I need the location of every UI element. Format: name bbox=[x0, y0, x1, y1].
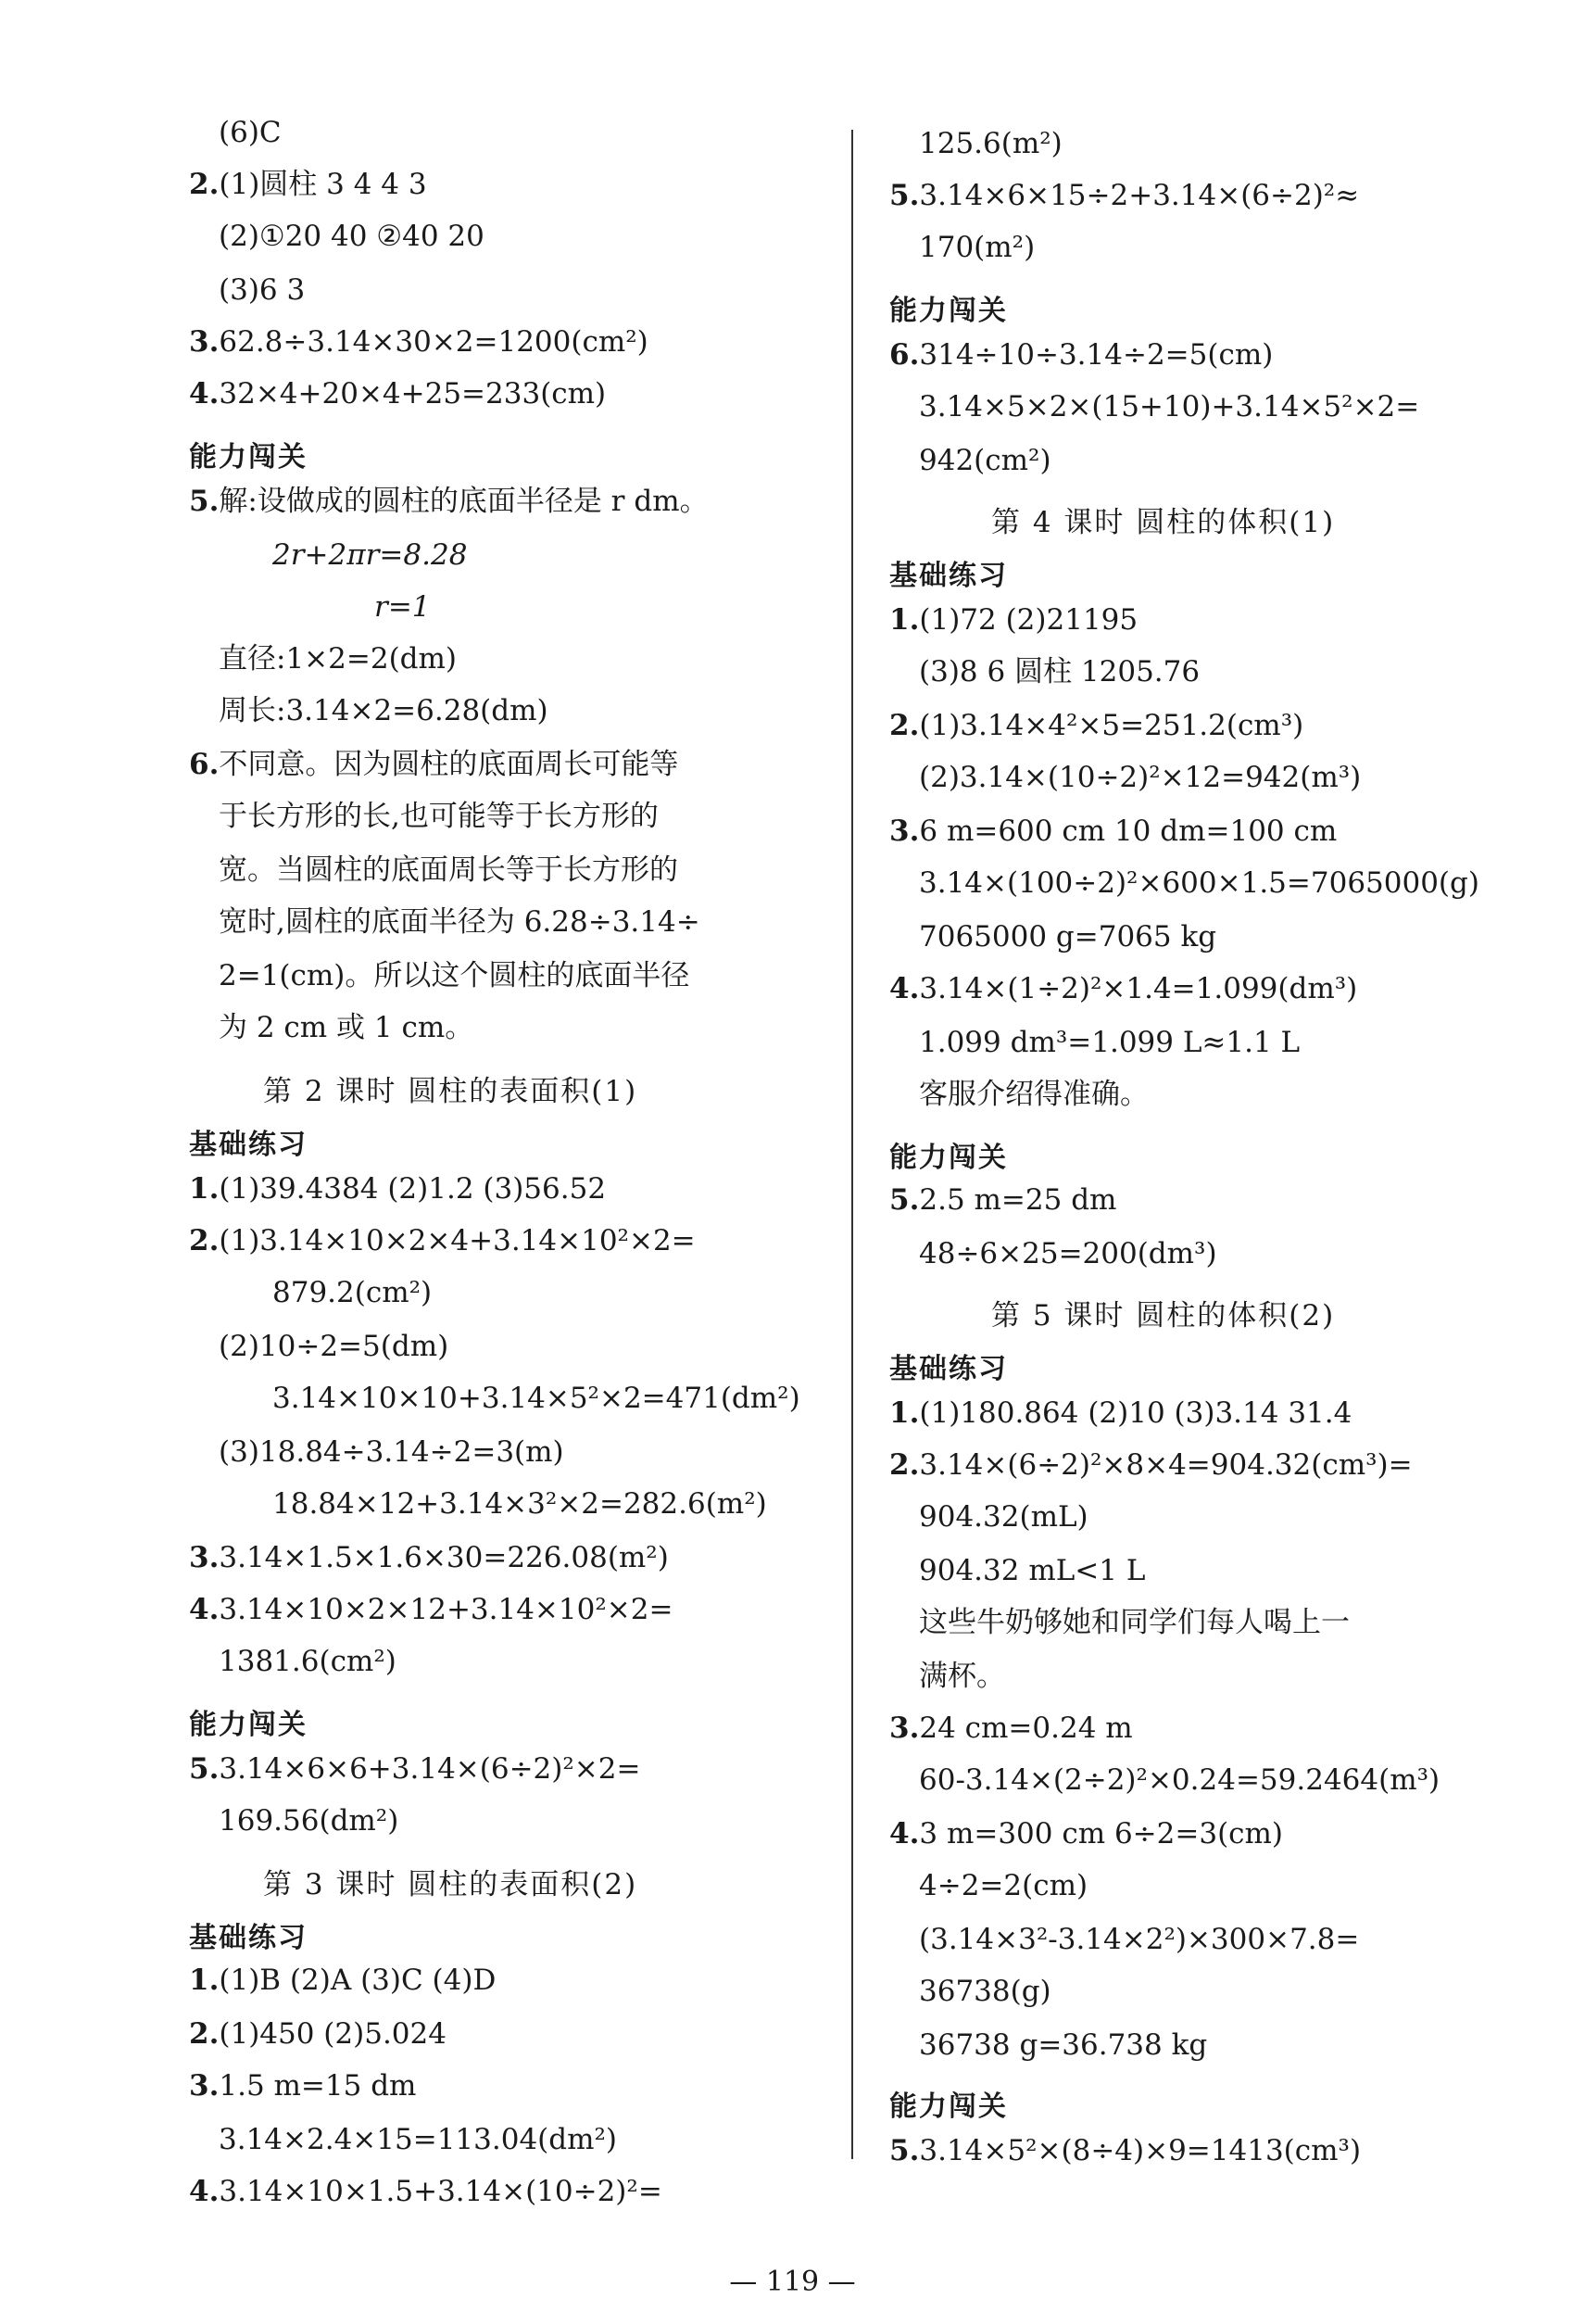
answer-line bbox=[189, 748, 679, 781]
answer-line bbox=[189, 325, 648, 359]
question-number: 5. bbox=[189, 1752, 220, 1786]
answer-line bbox=[189, 1593, 673, 1626]
section-heading: 能力闯关 bbox=[189, 441, 308, 474]
answer-line bbox=[189, 1224, 696, 1257]
answer-line bbox=[189, 377, 607, 410]
answer-line: 1.099 dm³=1.099 L≈1.1 L bbox=[919, 1026, 1301, 1059]
section-heading: 能力闯关 bbox=[889, 295, 1008, 327]
answer-line: 3.14×10×10+3.14×5²×2=471(dm²) bbox=[272, 1382, 800, 1415]
question-number: 4. bbox=[889, 972, 920, 1005]
question-number: 2. bbox=[189, 2017, 220, 2051]
answer-line bbox=[889, 2134, 1362, 2167]
question-number: 2. bbox=[889, 709, 920, 742]
page-number-value: 119 bbox=[765, 2266, 820, 2298]
question-number: 3. bbox=[889, 815, 920, 848]
section-heading: 能力闯关 bbox=[889, 1142, 1008, 1174]
answer-text: (1)72 (2)21195 bbox=[919, 603, 1138, 637]
answer-line: 125.6(m²) bbox=[919, 127, 1063, 160]
answer-line: (3)6 3 bbox=[219, 273, 306, 307]
question-number: 1. bbox=[189, 1172, 220, 1206]
answer-text: (1)39.4384 (2)1.2 (3)56.52 bbox=[219, 1172, 607, 1206]
answer-line: 宽时,圆柱的底面半径为 6.28÷3.14÷ bbox=[219, 905, 700, 939]
answer-text: (1)3.14×10×2×4+3.14×10²×2= bbox=[219, 1224, 696, 1257]
answer-line: 3.14×2.4×15=113.04(dm²) bbox=[219, 2123, 618, 2156]
answer-line bbox=[889, 338, 1274, 372]
answer-line: 3.14×5×2×(15+10)+3.14×5²×2= bbox=[919, 390, 1420, 423]
column-divider bbox=[851, 130, 853, 2159]
answer-text: 1.5 m=15 dm bbox=[219, 2069, 417, 2103]
answer-line: 7065000 g=7065 kg bbox=[919, 920, 1217, 954]
answer-line: 为 2 cm 或 1 cm。 bbox=[219, 1011, 474, 1044]
answer-line: 客服介绍得准确。 bbox=[919, 1078, 1149, 1111]
lesson-title: 第 2 课时 圆柱的表面积(1) bbox=[263, 1075, 638, 1108]
answer-line bbox=[889, 179, 1360, 212]
answer-text: 3.14×10×1.5+3.14×(10÷2)²= bbox=[219, 2175, 662, 2208]
answer-line bbox=[889, 1183, 1117, 1217]
answer-text: 2.5 m=25 dm bbox=[919, 1183, 1117, 1217]
answer-line: 4÷2=2(cm) bbox=[919, 1869, 1088, 1902]
answer-line: 2=1(cm)。所以这个圆柱的底面半径 bbox=[219, 959, 690, 992]
question-number: 1. bbox=[889, 603, 920, 637]
question-number: 3. bbox=[189, 1541, 220, 1574]
answer-line: 879.2(cm²) bbox=[272, 1276, 433, 1309]
answer-line bbox=[889, 1448, 1413, 1482]
answer-text: 3.14×10×2×12+3.14×10²×2= bbox=[219, 1593, 673, 1626]
answer-text: 3 m=300 cm 6÷2=3(cm) bbox=[919, 1817, 1284, 1850]
answer-line: 904.32 mL<1 L bbox=[919, 1554, 1146, 1587]
answer-line: (2)3.14×(10÷2)²×12=942(m³) bbox=[919, 761, 1362, 794]
question-number: 1. bbox=[889, 1396, 920, 1430]
answer-line: (3)18.84÷3.14÷2=3(m) bbox=[219, 1435, 564, 1469]
answer-line bbox=[189, 2175, 662, 2208]
answer-line bbox=[189, 2017, 447, 2051]
answer-text: 24 cm=0.24 m bbox=[919, 1711, 1133, 1745]
answer-line bbox=[889, 603, 1138, 637]
answer-text: 解:设做成的圆柱的底面半径是 r dm。 bbox=[219, 485, 709, 518]
lesson-title: 第 3 课时 圆柱的表面积(2) bbox=[263, 1868, 638, 1901]
equation-line: 2r+2πr=8.28 bbox=[272, 538, 468, 572]
question-number: 5. bbox=[889, 1183, 920, 1217]
answer-line: (3.14×3²-3.14×2²)×300×7.8= bbox=[919, 1923, 1360, 1956]
lesson-title: 第 4 课时 圆柱的体积(1) bbox=[991, 506, 1336, 539]
answer-line: 于长方形的长,也可能等于长方形的 bbox=[219, 800, 659, 833]
answer-line bbox=[189, 1966, 496, 1995]
question-number: 5. bbox=[889, 179, 920, 212]
answer-line bbox=[889, 972, 1358, 1005]
question-number: 1. bbox=[189, 1964, 220, 1997]
answer-line: 宽。当圆柱的底面周长等于长方形的 bbox=[219, 853, 678, 887]
answer-text: (1)180.864 (2)10 (3)3.14 31.4 bbox=[919, 1396, 1352, 1430]
answer-text: 32×4+20×4+25=233(cm) bbox=[219, 377, 607, 410]
answer-line: 170(m²) bbox=[919, 231, 1036, 264]
answer-line: (6)C bbox=[219, 116, 282, 149]
answer-line bbox=[889, 1817, 1284, 1850]
answer-line: 18.84×12+3.14×3²×2=282.6(m²) bbox=[272, 1487, 767, 1521]
section-heading: 基础练习 bbox=[889, 560, 1008, 592]
answer-line: 169.56(dm²) bbox=[219, 1804, 399, 1838]
answer-text: 不同意。因为圆柱的底面周长可能等 bbox=[219, 748, 679, 781]
question-number: 5. bbox=[189, 485, 220, 518]
answer-line: 直径:1×2=2(dm) bbox=[219, 642, 457, 676]
answer-line bbox=[189, 168, 427, 201]
answer-line bbox=[889, 1711, 1133, 1745]
answer-line: 36738(g) bbox=[919, 1975, 1051, 2008]
answer-line: 周长:3.14×2=6.28(dm) bbox=[219, 694, 548, 727]
answer-text: (1)圆柱 3 4 4 3 bbox=[219, 168, 427, 201]
answer-line: 36738 g=36.738 kg bbox=[919, 2028, 1208, 2062]
question-number: 2. bbox=[889, 1448, 920, 1482]
section-heading: 基础练习 bbox=[889, 1353, 1008, 1385]
answer-line: 48÷6×25=200(dm³) bbox=[919, 1237, 1217, 1270]
answer-line: 3.14×(100÷2)²×600×1.5=7065000(g) bbox=[919, 866, 1479, 900]
answer-line bbox=[889, 817, 1337, 846]
answer-text: 3.14×6×6+3.14×(6÷2)²×2= bbox=[219, 1752, 641, 1786]
answer-line bbox=[189, 487, 709, 516]
section-heading: 基础练习 bbox=[189, 1129, 308, 1161]
answer-text: 314÷10÷3.14÷2=5(cm) bbox=[919, 338, 1274, 372]
question-number: 4. bbox=[189, 2175, 220, 2208]
answer-line: 904.32(mL) bbox=[919, 1500, 1088, 1534]
answer-line: (2)10÷2=5(dm) bbox=[219, 1330, 449, 1363]
question-number: 5. bbox=[889, 2134, 920, 2167]
answer-text: (1)3.14×4²×5=251.2(cm³) bbox=[919, 709, 1304, 742]
answer-text: (1)B (2)A (3)C (4)D bbox=[219, 1964, 497, 1997]
question-number: 4. bbox=[889, 1817, 920, 1850]
answer-line: (3)8 6 圆柱 1205.76 bbox=[919, 655, 1201, 688]
section-heading: 能力闯关 bbox=[189, 1709, 308, 1741]
answer-text: 3.14×1.5×1.6×30=226.08(m²) bbox=[219, 1541, 669, 1574]
answer-text: 3.14×6×15÷2+3.14×(6÷2)²≈ bbox=[919, 179, 1360, 212]
equation-line: r=1 bbox=[374, 590, 431, 624]
answer-line: 60-3.14×(2÷2)²×0.24=59.2464(m³) bbox=[919, 1763, 1440, 1797]
lesson-title: 第 5 课时 圆柱的体积(2) bbox=[991, 1299, 1336, 1333]
answer-text: 3.14×(1÷2)²×1.4=1.099(dm³) bbox=[919, 972, 1358, 1005]
answer-line bbox=[189, 1541, 669, 1574]
answer-line: 1381.6(cm²) bbox=[219, 1645, 396, 1678]
answer-line bbox=[889, 1396, 1352, 1430]
answer-line bbox=[889, 709, 1304, 742]
answer-line bbox=[189, 1752, 641, 1786]
question-number: 4. bbox=[189, 1593, 220, 1626]
answer-line bbox=[189, 2069, 417, 2103]
question-number: 4. bbox=[189, 377, 220, 410]
answer-text: 3.14×(6÷2)²×8×4=904.32(cm³)= bbox=[919, 1448, 1413, 1482]
question-number: 3. bbox=[189, 325, 220, 359]
question-number: 6. bbox=[189, 748, 220, 781]
answer-text: 3.14×5²×(8÷4)×9=1413(cm³) bbox=[919, 2134, 1362, 2167]
page-number: — 119 — bbox=[729, 2266, 856, 2298]
section-heading: 能力闯关 bbox=[889, 2090, 1008, 2123]
answer-text: (1)450 (2)5.024 bbox=[219, 2017, 447, 2051]
answer-text: 62.8÷3.14×30×2=1200(cm²) bbox=[219, 325, 648, 359]
question-number: 2. bbox=[189, 168, 220, 201]
answer-line: (2)①20 40 ②40 20 bbox=[219, 220, 484, 253]
section-heading: 基础练习 bbox=[189, 1922, 308, 1954]
answer-line bbox=[189, 1172, 607, 1206]
question-number: 6. bbox=[889, 338, 920, 372]
answer-line: 942(cm²) bbox=[919, 444, 1051, 477]
answer-line: 这些牛奶够她和同学们每人喝上一 bbox=[919, 1606, 1350, 1639]
question-number: 3. bbox=[189, 2069, 220, 2103]
answer-text: 6 m=600 cm 10 dm=100 cm bbox=[919, 815, 1338, 848]
answer-line: 满杯。 bbox=[919, 1660, 1005, 1693]
question-number: 2. bbox=[189, 1224, 220, 1257]
question-number: 3. bbox=[889, 1711, 920, 1745]
